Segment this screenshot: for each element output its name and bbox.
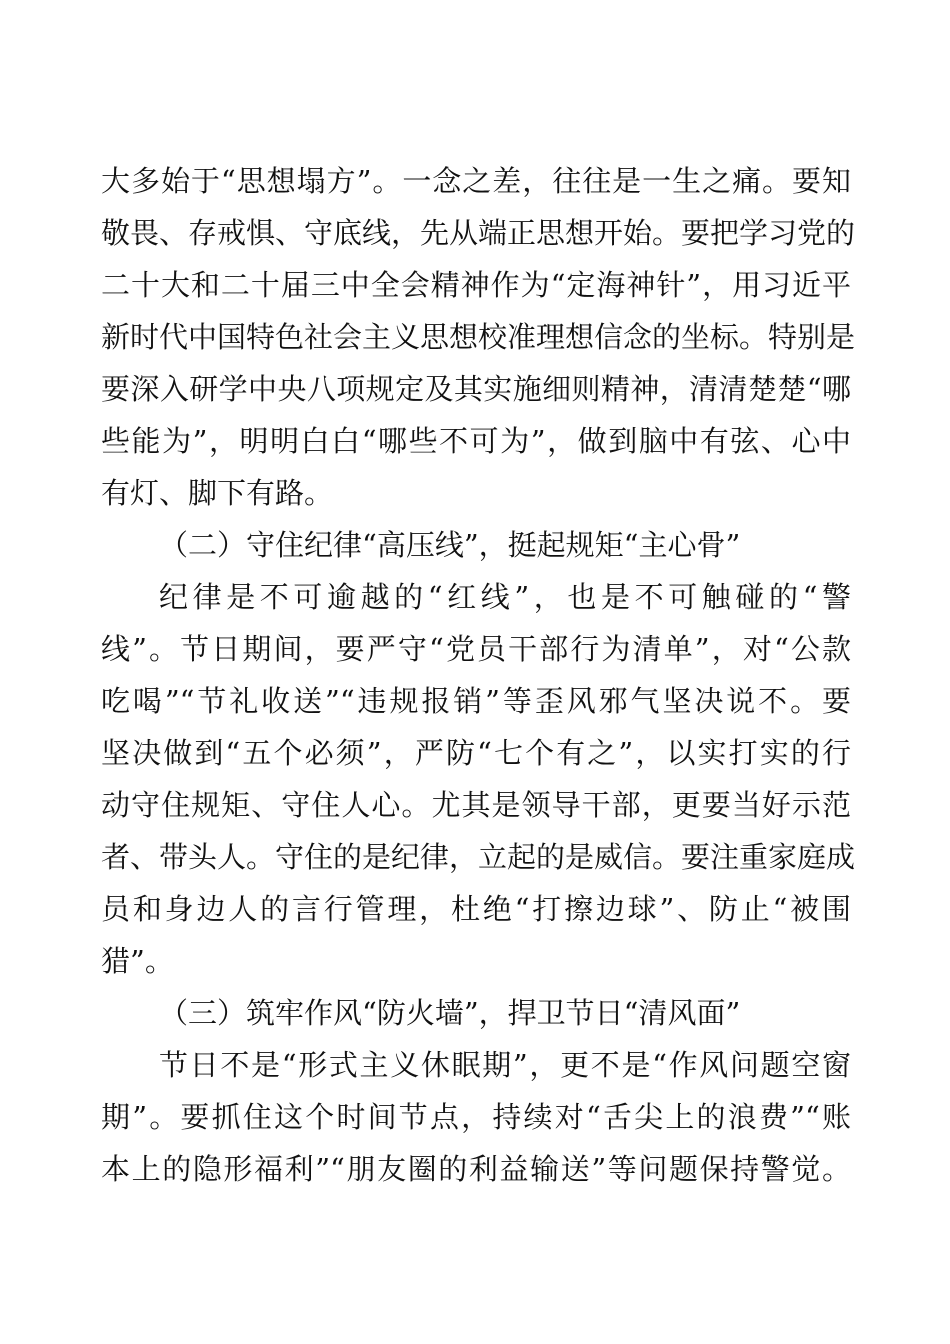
paragraph-line: 些能为”，明明白白“哪些不可为”，做到脑中有弦、心中: [101, 424, 851, 458]
paragraph-line: 大多始于“思想塌方”。一念之差，往往是一生之痛。要知: [101, 164, 851, 198]
paragraph-line: 员和身边人的言行管理，杜绝“打擦边球”、防止“被围: [101, 892, 851, 926]
section-heading-3: （三）筑牢作风“防火墙”，捍卫节日“清风面”: [159, 996, 741, 1030]
paragraph-line: 动守住规矩、守住人心。尤其是领导干部，更要当好示范: [101, 788, 851, 822]
paragraph-line: 本上的隐形福利”“朋友圈的利益输送”等问题保持警觉。: [101, 1152, 851, 1186]
paragraph-line: 敬畏、存戒惧、守底线，先从端正思想开始。要把学习党的: [101, 216, 856, 250]
paragraph-line: 猎”。: [101, 944, 174, 978]
section-heading-2: （二）守住纪律“高压线”，挺起规矩“主心骨”: [159, 528, 741, 562]
paragraph-line: 节日不是“形式主义休眠期”，更不是“作风问题空窗: [159, 1048, 851, 1082]
paragraph-line: 有灯、脚下有路。: [101, 476, 334, 510]
paragraph-line: 线”。节日期间，要严守“党员干部行为清单”，对“公款: [101, 632, 851, 666]
paragraph-line: 要深入研学中央八项规定及其实施细则精神，清清楚楚“哪: [101, 372, 851, 406]
paragraph-line: 吃喝”“节礼收送”“违规报销”等歪风邪气坚决说不。要: [101, 684, 851, 718]
paragraph-line: 新时代中国特色社会主义思想校准理想信念的坐标。特别是: [101, 320, 856, 354]
paragraph-line: 者、带头人。守住的是纪律，立起的是威信。要注重家庭成: [101, 840, 856, 874]
paragraph-line: 二十大和二十届三中全会精神作为“定海神针”，用习近平: [101, 268, 851, 302]
paragraph-line: 坚决做到“五个必须”，严防“七个有之”，以实打实的行: [101, 736, 851, 770]
paragraph-line: 纪律是不可逾越的“红线”，也是不可触碰的“警: [159, 580, 851, 614]
paragraph-line: 期”。要抓住这个时间节点，持续对“舌尖上的浪费”“账: [101, 1100, 851, 1134]
